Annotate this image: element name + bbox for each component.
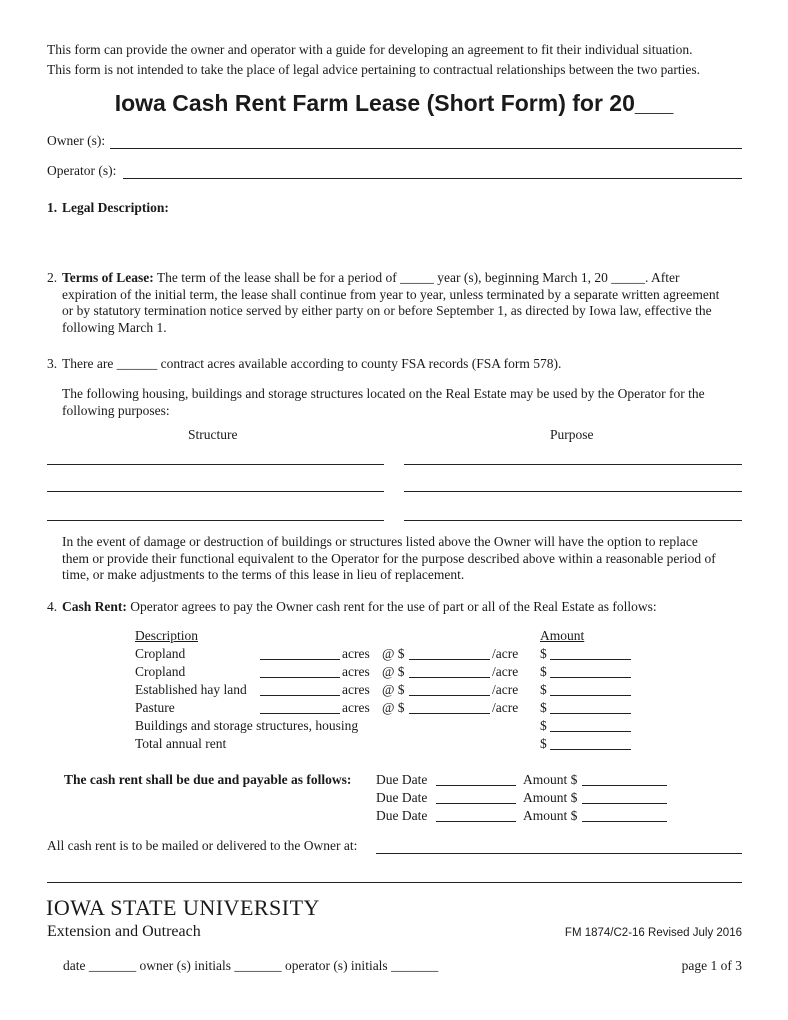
structure-field-1[interactable] (47, 464, 384, 465)
dollar-sign: $ (540, 736, 547, 751)
due-amount-field[interactable] (582, 821, 667, 822)
due-amount-field[interactable] (582, 803, 667, 804)
at-dollar-label: @ $ (382, 646, 405, 661)
owner-label: Owner (s): (47, 133, 106, 148)
owner-address-field[interactable] (376, 853, 742, 854)
rate-field[interactable] (409, 677, 490, 678)
acres-label: acres (342, 700, 370, 715)
structure-header: Structure (188, 427, 238, 442)
per-acre-label: /acre (492, 700, 519, 715)
dollar-sign: $ (540, 718, 547, 733)
due-amount-field[interactable] (582, 785, 667, 786)
amount-header: Amount (540, 628, 585, 643)
contract-acres-text: There are ______ contract acres available according to county FSA records (FSA form 578). (62, 356, 562, 371)
rent-row-label: Pasture (135, 700, 175, 715)
page-title: Iowa Cash Rent Farm Lease (Short Form) for 20___ (114, 90, 674, 116)
cash-rent-heading: Cash Rent: (62, 599, 127, 614)
per-acre-label: /acre (492, 646, 519, 661)
terms-heading: Terms of Lease: (62, 270, 154, 285)
terms-text: The term of the lease shall be for a period of _____ year (s), beginning March 1, 20 _____. After expiration of the initial term, the lease shall continue from year to year, unless terminated by a separate written agreement or by statutory termination notice served by either party on or before September 1, as directed by Iowa law, effective the following March 1. (62, 270, 720, 335)
amount-field[interactable] (550, 677, 631, 678)
purpose-field-1[interactable] (404, 464, 742, 465)
initials-line: date _______ owner (s) initials _______ operator (s) initials _______ (63, 958, 439, 973)
dollar-sign: $ (540, 646, 547, 661)
rent-row-label: Cropland (135, 664, 186, 679)
rent-row-label: Cropland (135, 646, 186, 661)
cash-rent-intro (62, 599, 657, 615)
due-date-field[interactable] (436, 803, 516, 804)
purpose-field-2[interactable] (404, 491, 742, 492)
due-heading: The cash rent shall be due and payable as follows: (64, 772, 352, 787)
damage-paragraph: In the event of damage or destruction of buildings or structures listed above the Owner will have the option to replace them or provide their functional equivalent to the Operator for the purpose described above within a reasonable period of time, or make adjustments to the terms of this lease in lieu of replacement. (62, 534, 716, 582)
form-code: FM 1874/C2-16 Revised July 2016 (564, 927, 742, 939)
rent-row-label: Established hay land (135, 682, 247, 697)
structure-field-2[interactable] (47, 491, 384, 492)
amount-field[interactable] (550, 749, 631, 750)
isu-logo: IOWA STATE UNIVERSITY (46, 895, 320, 920)
acres-label: acres (342, 682, 370, 697)
due-date-label: Due Date (376, 790, 428, 805)
amount-field[interactable] (550, 731, 631, 732)
section-3-number: 3. (47, 356, 58, 371)
page-number: page 1 of 3 (681, 958, 742, 973)
purpose-field-3[interactable] (404, 520, 742, 521)
dollar-sign: $ (540, 682, 547, 697)
at-dollar-label: @ $ (382, 664, 405, 679)
rate-field[interactable] (409, 695, 490, 696)
owner-address-field-2[interactable] (47, 882, 742, 883)
acres-field[interactable] (260, 695, 340, 696)
section-4-number: 4. (47, 599, 58, 614)
acres-field[interactable] (260, 659, 340, 660)
due-amount-label: Amount $ (523, 772, 578, 787)
owner-field[interactable] (110, 148, 742, 149)
cash-rent-text: Operator agrees to pay the Owner cash rent for the use of part or all of the Real Estate as follows: (130, 599, 657, 614)
mailed-label: All cash rent is to be mailed or delivered to the Owner at: (47, 838, 358, 853)
intro-line-2: This form is not intended to take the place of legal advice pertaining to contractual relationships between the two parties. (47, 62, 701, 77)
acres-label: acres (342, 646, 370, 661)
section-2-number: 2. (47, 270, 58, 285)
operator-field[interactable] (123, 178, 742, 179)
per-acre-label: /acre (492, 682, 519, 697)
at-dollar-label: @ $ (382, 682, 405, 697)
terms-of-lease (62, 270, 722, 336)
intro-line-1: This form can provide the owner and operator with a guide for developing an agreement to fit their individual situation. (47, 42, 693, 57)
due-date-field[interactable] (436, 821, 516, 822)
per-acre-label: /acre (492, 664, 519, 679)
due-date-label: Due Date (376, 772, 428, 787)
legal-description-heading: Legal Description: (62, 200, 169, 215)
section-1-number: 1. (47, 200, 58, 215)
dollar-sign: $ (540, 664, 547, 679)
rent-row-label: Buildings and storage structures, housing (135, 718, 359, 733)
dollar-sign: $ (540, 700, 547, 715)
acres-field[interactable] (260, 713, 340, 714)
acres-label: acres (342, 664, 370, 679)
logo-subtitle: Extension and Outreach (47, 923, 201, 940)
due-date-field[interactable] (436, 785, 516, 786)
due-amount-label: Amount $ (523, 790, 578, 805)
amount-field[interactable] (550, 695, 631, 696)
rent-row-label: Total annual rent (135, 736, 227, 751)
structure-field-3[interactable] (47, 520, 384, 521)
due-amount-label: Amount $ (523, 808, 578, 823)
at-dollar-label: @ $ (382, 700, 405, 715)
description-header: Description (135, 628, 198, 643)
structures-paragraph: The following housing, buildings and storage structures located on the Real Estate may be used by the Operator for the following purposes: (62, 386, 705, 418)
amount-field[interactable] (550, 713, 631, 714)
acres-field[interactable] (260, 677, 340, 678)
due-date-label: Due Date (376, 808, 428, 823)
rate-field[interactable] (409, 713, 490, 714)
operator-label: Operator (s): (47, 163, 117, 178)
purpose-header: Purpose (550, 427, 594, 442)
amount-field[interactable] (550, 659, 631, 660)
rate-field[interactable] (409, 659, 490, 660)
